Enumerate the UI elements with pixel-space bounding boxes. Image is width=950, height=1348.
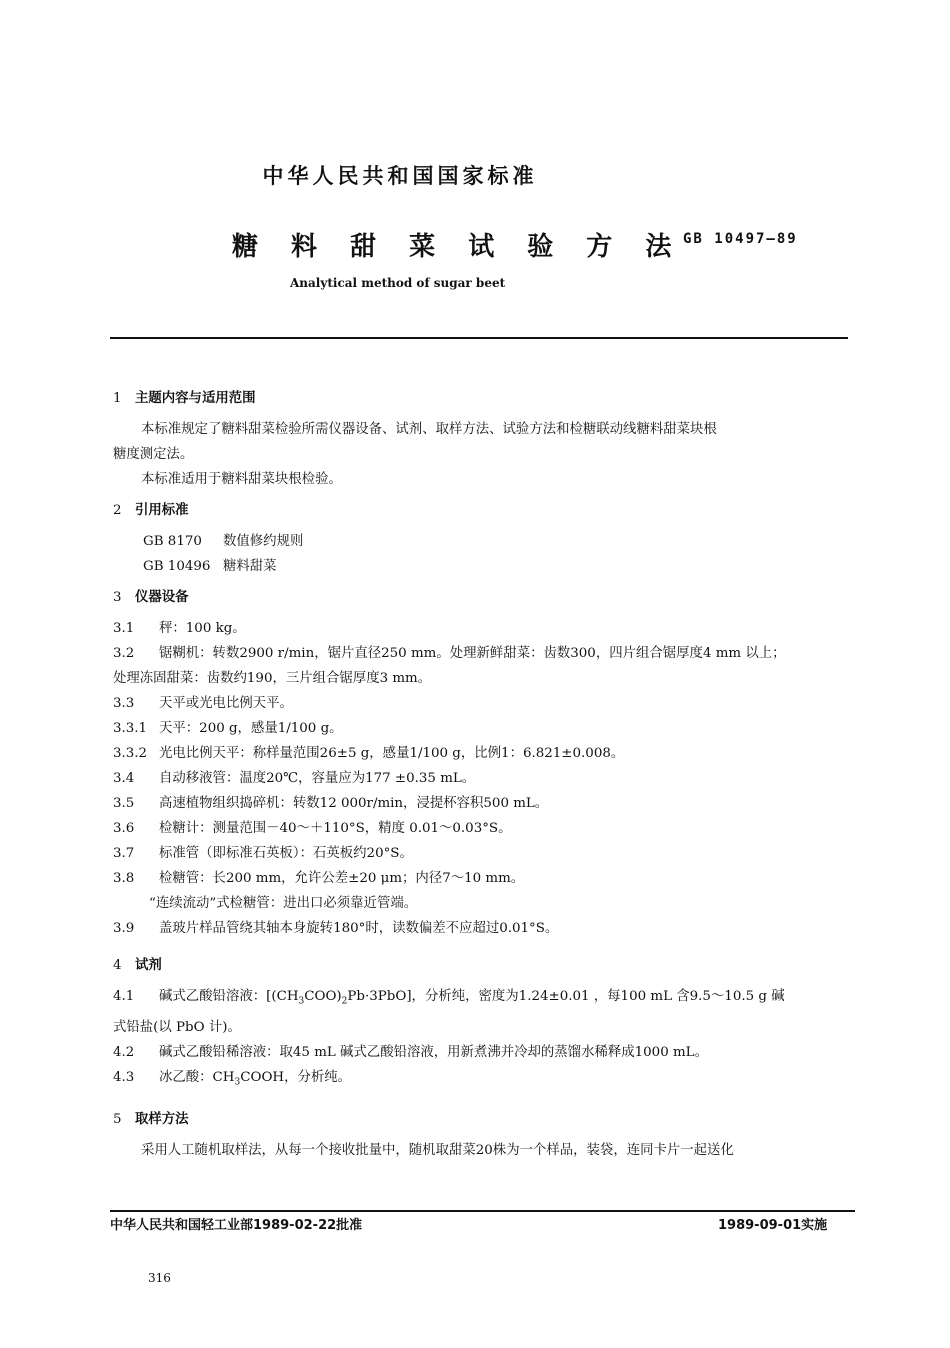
list-item: 4.1 碱式乙酸铅溶液：$[(CH_3COO)_2Pb\cdot 3PbO]$，分析纯，密度为1.24±0.01 ，每100 mL 含9.5～10.5 g 碱 [113, 989, 785, 1007]
standard-code: GB 10497—89 [683, 231, 798, 247]
list-item: 3.3 天平或光电比例天平。 [113, 696, 293, 711]
document-title: 糖 料 甜 菜 试 验 方 法 [232, 232, 684, 262]
reference-item: GB 8170 数值修约规则 [143, 534, 304, 549]
footer-divider [110, 1210, 855, 1212]
paragraph: 本标准适用于糖料甜菜块根检验。 [141, 472, 342, 487]
english-title: Analytical method of sugar beet [290, 276, 506, 290]
approval-date: 中华人民共和国轻工业部1989-02-22批准 [110, 1218, 363, 1233]
list-item: 3.8 检糖管：长200 mm，允许公差±20 μm；内径7～10 mm。 [113, 871, 525, 886]
paragraph-continuation: 糖度测定法。 [113, 447, 194, 462]
list-item-continuation: “连续流动”式检糖管：进出口必须靠近管端。 [149, 896, 418, 911]
list-item: 3.6 检糖计：测量范围－40～＋110°S，精度 0.01～0.03°S。 [113, 821, 512, 836]
section-heading-2: 2 引用标准 [113, 503, 189, 518]
list-item: 3.9 盖玻片样品管绕其轴本身旋转180°时，读数偏差不应超过0.01°S。 [113, 921, 559, 936]
list-item: 4.2 碱式乙酸铅稀溶液：取45 mL 碱式乙酸铅溶液，用新煮沸并冷却的蒸馏水稀释成1000 mL。 [113, 1044, 708, 1060]
list-item: 3.4 自动移液管：温度20℃，容量应为177 ±0.35 mL。 [113, 771, 476, 786]
header-divider [110, 337, 848, 339]
list-item: 3.3.2 光电比例天平：称样量范围26±5 g，感量1/100 g，比例1：6.821±0.008。 [113, 746, 625, 761]
list-item: 3.3.1 天平：200 g，感量1/100 g。 [113, 721, 343, 736]
list-item-continuation: 式铅盐(以 PbO 计)。 [113, 1019, 241, 1035]
list-item: 3.2 锯糊机：转数2900 r/min，锯片直径250 mm。处理新鲜甜菜：齿数300，四片组合锯厚度4 mm 以上； [113, 646, 786, 661]
list-item: 3.7 标准管（即标准石英板）：石英板约20°S。 [113, 846, 413, 861]
section-heading-1: 1 主题内容与适用范围 [113, 391, 256, 406]
section-heading-4: 4 试剂 [113, 958, 162, 973]
list-item-continuation: 处理冻固甜菜：齿数约190，三片组合锯厚度3 mm。 [113, 671, 432, 686]
paragraph: 采用人工随机取样法，从每一个接收批量中，随机取甜菜20株为一个样品，装袋，连同卡片一起送化 [141, 1143, 734, 1159]
paragraph: 本标准规定了糖料甜菜检验所需仪器设备、试剂、取样方法、试验方法和检糖联动线糖料甜菜块根 [141, 422, 717, 437]
list-item: 4.3 冰乙酸：$CH_3COOH$，分析纯。 [113, 1069, 352, 1088]
section-heading-3: 3 仪器设备 [113, 590, 189, 605]
section-heading-5: 5 取样方法 [113, 1112, 189, 1128]
effective-date: 1989-09-01实施 [718, 1218, 828, 1233]
standard-organization-title: 中华人民共和国国家标准 [262, 163, 538, 188]
reference-item: GB 10496 糖料甜菜 [143, 559, 277, 574]
page-number: 316 [148, 1271, 171, 1285]
document-body [113, 380, 858, 1163]
list-item: 3.5 高速植物组织捣碎机：转数12 000r/min，浸提杯容积500 mL。 [113, 796, 549, 811]
list-item: 3.1 秤：100 kg。 [113, 621, 246, 636]
